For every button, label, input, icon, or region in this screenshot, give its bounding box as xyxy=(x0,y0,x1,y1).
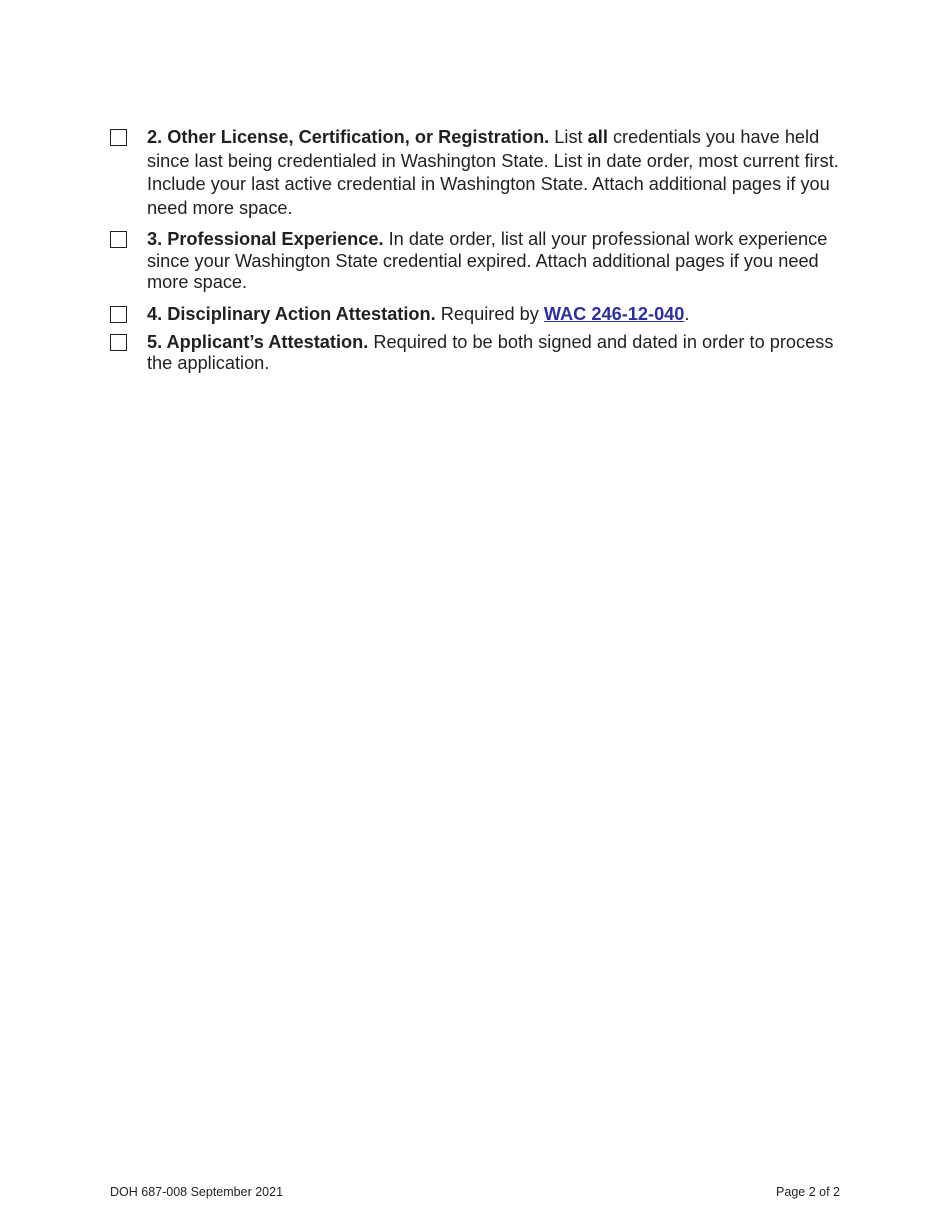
checklist-item-professional-experience xyxy=(110,229,845,294)
checkbox-professional-experience[interactable] xyxy=(110,231,127,248)
checkbox-applicant-attestation[interactable] xyxy=(110,334,127,351)
item-text-end: . xyxy=(684,303,690,324)
checkbox-other-license[interactable] xyxy=(110,129,127,146)
item-heading: 3. Professional Experience. xyxy=(147,229,384,249)
checkbox-disciplinary-attestation[interactable] xyxy=(110,306,127,323)
item-heading: 5. Applicant’s Attestation. xyxy=(147,332,369,352)
item-text: In date order, list all your professional work experience since your Washington State credential expired. Attach additional pages if you need more space. xyxy=(147,229,828,292)
page-number: Page 2 of 2 xyxy=(776,1185,840,1199)
checklist xyxy=(110,126,845,373)
checklist-item-other-license xyxy=(110,126,845,220)
item-text: Required to be both signed and dated in order to process the application. xyxy=(147,332,834,373)
item-heading: 2. Other License, Certification, or Registration. xyxy=(147,127,550,147)
wac-link[interactable]: WAC 246-12-040 xyxy=(543,303,685,324)
form-id: DOH 687-008 September 2021 xyxy=(110,1185,284,1199)
checklist-item-applicant-attestation xyxy=(110,332,845,373)
item-text-continued: credentials you have held since last being credentialed in Washington State. List in date order, most current first. Include your last active credential in Washington State. Attach additional pages if you need more space. xyxy=(147,127,839,218)
checklist-item-disciplinary-attestation xyxy=(110,304,845,326)
item-emphasis: all xyxy=(587,127,608,147)
item-text: List xyxy=(549,127,588,147)
item-text: Required by xyxy=(435,303,544,324)
item-heading: 4. Disciplinary Action Attestation. xyxy=(147,303,436,324)
